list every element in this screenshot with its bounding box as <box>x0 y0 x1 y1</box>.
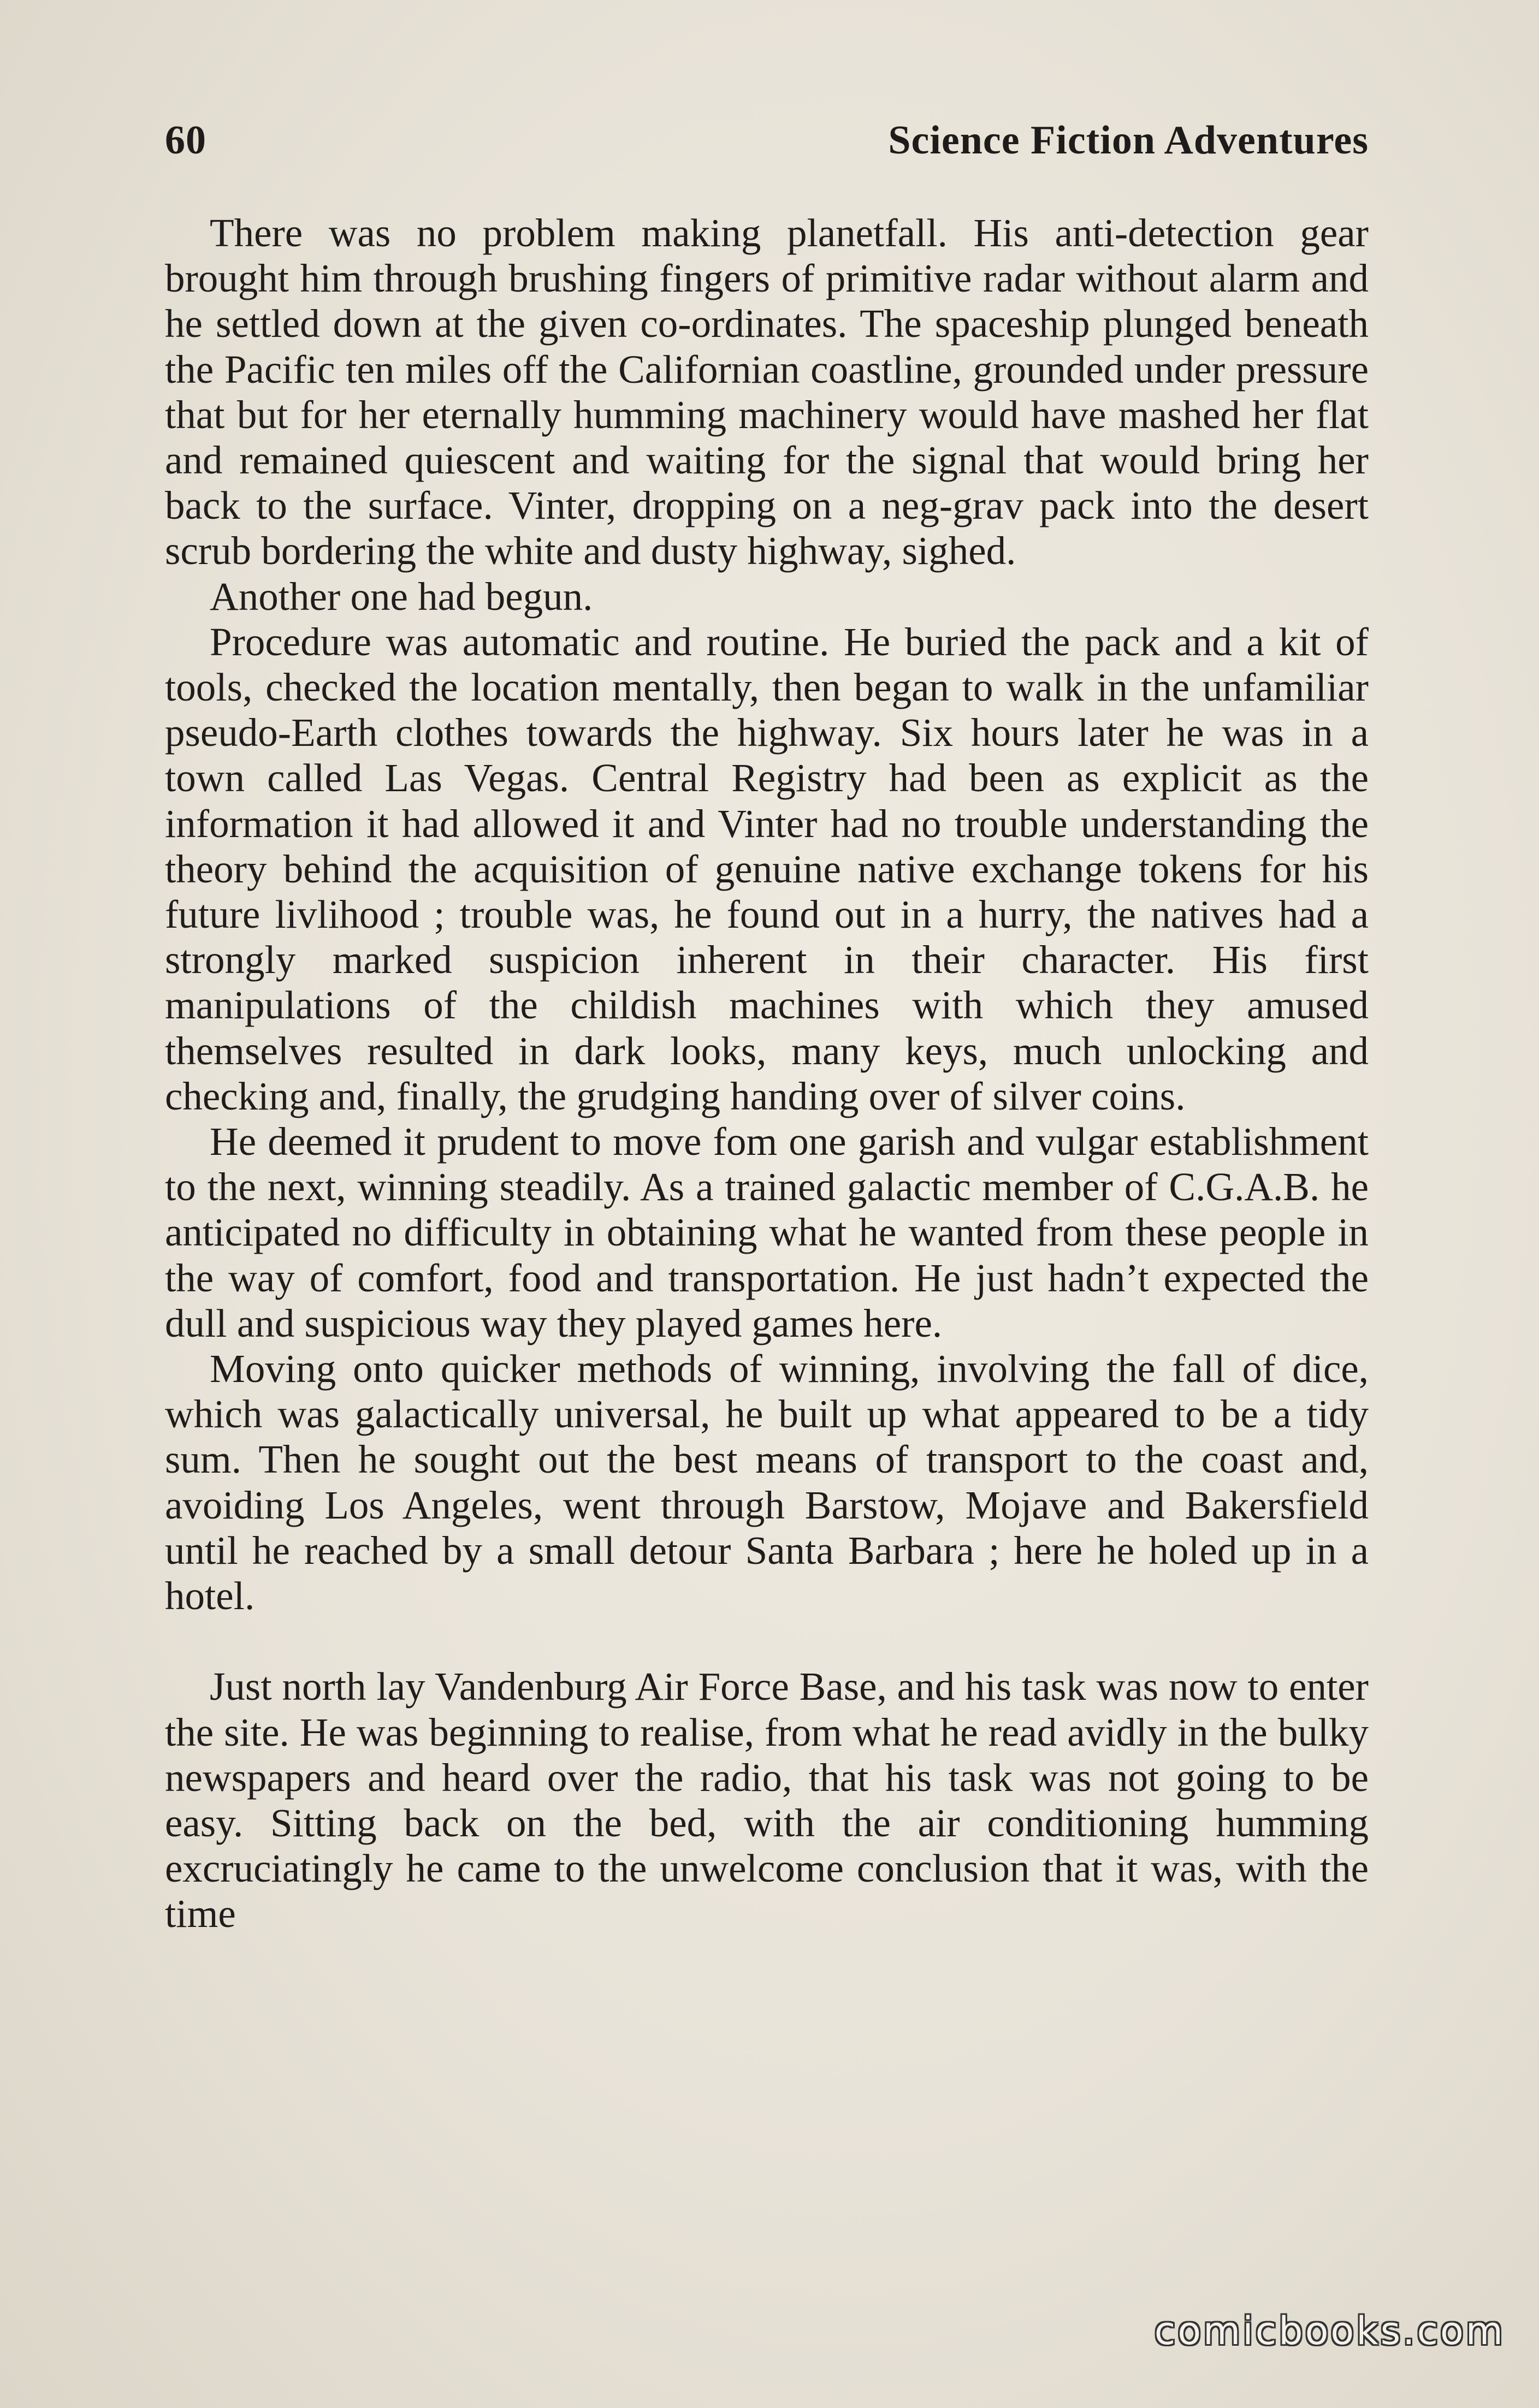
page-header <box>165 117 1369 183</box>
paragraph: There was no problem making planetfall. His anti-detection gear brought him through brushing fingers of primitive radar without alarm and he settled down at the given co-ordinates. The spaceship plunged beneath the Pacific ten miles off the Californian coastline, grounded under pressure that but for her eternally humming machinery would have mashed her flat and remained quiescent and waiting for the signal that would bring her back to the surface. Vinter, dropping on a neg-grav pack into the desert scrub bordering the white and dusty highway, sighed. <box>165 211 1369 573</box>
running-head: Science Fiction Adventures <box>888 118 1369 163</box>
paragraph: Moving onto quicker methods of winning, involving the fall of dice, which was galactically universal, he built up what appeared to be a tidy sum. Then he sought out the best means of transport to the coast and, avoiding Los Angeles, went through Barstow, Mojave and Bakersfield until he reached by a small detour Santa Barbara ; here he holed up in a hotel. <box>165 1347 1369 1618</box>
paragraph: Another one had begun. <box>210 574 593 619</box>
paragraph: He deemed it prudent to move fom one garish and vulgar establishment to the next, winning steadily. As a trained galactic member of C.G.A.B. he anticipated no difficulty in obtaining what he wanted from these people in the way of comfort, food and transportation. He just hadn’t expected the dull and suspicious way they played games here. <box>165 1119 1369 1345</box>
paragraph: Procedure was automatic and routine. He buried the pack and a kit of tools, checked the location mentally, then began to walk in the unfamiliar pseudo-Earth clothes towards the highway. Six hours later he was in a town called Las Vegas. Central Registry had been as explicit as the information it had allowed it and Vinter had no trouble understanding the theory behind the acquisition of genuine native exchange tokens for his future livlihood ; trouble was, he found out in a hurry, the natives had a strongly marked suspicion inherent in their character. His first manipulations of the childish machines with which they amused themselves resulted in dark looks, many keys, much unlocking and checking and, finally, the grudging handing over of silver coins. <box>165 619 1369 1118</box>
page-number: 60 <box>165 118 206 163</box>
watermark: comicbooks.com <box>1154 2309 1505 2353</box>
body-text <box>165 210 1369 1937</box>
paragraph: Just north lay Vandenburg Air Force Base, and his task was now to enter the site. He was beginning to realise, from what he read avidly in the bulky newspapers and heard over the radio, that his task was not going to be easy. Sitting back on the bed, with the air conditioning humming excruciatingly he came to the unwelcome conclusion that it was, with the time <box>165 1664 1369 1936</box>
